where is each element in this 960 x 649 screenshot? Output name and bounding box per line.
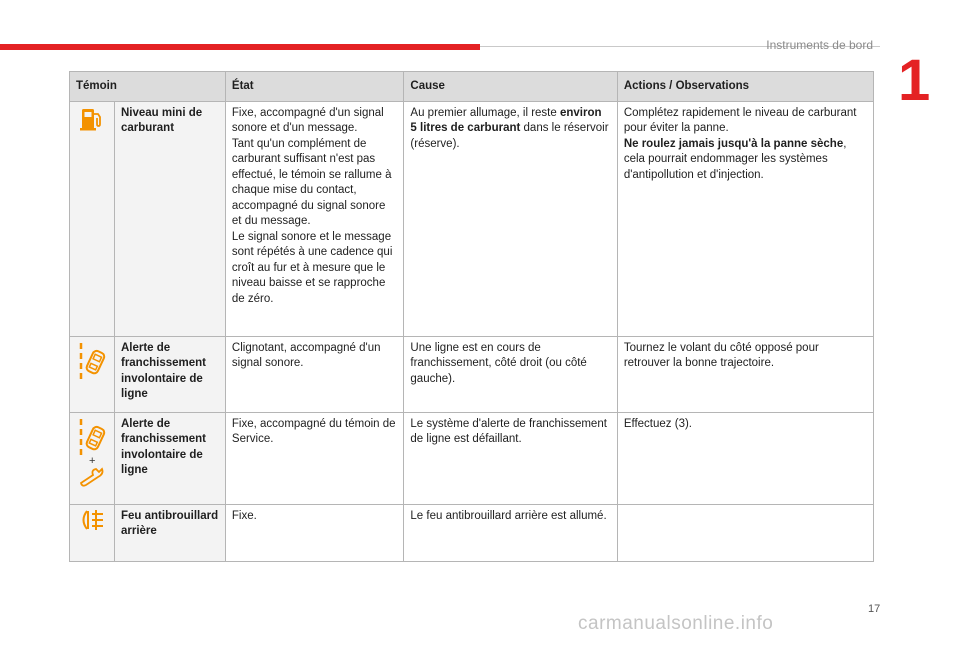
row-etat: Fixe, accompagné du témoin de Service.: [225, 412, 404, 504]
row-cause: Une ligne est en cours de franchissement, côté droit (ou côté gauche).: [404, 336, 617, 412]
lane-departure-icon: [76, 341, 108, 381]
table-row: [70, 336, 874, 412]
table-row: [70, 504, 874, 561]
row-name: Alerte de franchissement involontaire de ligne: [114, 336, 225, 412]
row-cause-emphasis: environ 5 litres de carburant: [410, 106, 602, 134]
row-name: Alerte de franchissement involontaire de ligne: [114, 412, 225, 504]
svg-text:+: +: [88, 454, 96, 467]
warning-lights-table: [69, 71, 874, 562]
row-action-emphasis: Ne roulez jamais jusqu'à la panne sèche: [623, 137, 844, 150]
row-cause: Le système d'alerte de franchissement de ligne est défaillant.: [404, 412, 617, 504]
row-cause-text-end: dans le réservoir (réserve).: [410, 122, 609, 150]
column-header-cause: Cause: [404, 72, 617, 102]
fuel-pump-icon: [76, 106, 108, 132]
row-action-text-end: , cela pourrait endommager les systèmes d'antipollution et d'injection.: [623, 137, 847, 181]
row-cause: [404, 101, 617, 336]
row-name: Niveau mini de carburant: [114, 101, 225, 336]
row-cause-text: Au premier allumage, il reste: [410, 106, 560, 119]
column-header-temoin: Témoin: [70, 72, 226, 102]
column-header-etat: État: [225, 72, 404, 102]
row-etat: [225, 101, 404, 336]
row-etat-text: Fixe, accompagné d'un signal sonore et d'un message. Tant qu'un complément de carburant suffisant n'est pas effectué, le témoin se rallume à chaque mise du contact, accompagné du signal sonore et du message. Le signal sonore et le message sont répétés à une cadence qui croît au fur et à mesure que le niveau baisse et se rapproche de zéro.: [231, 106, 393, 305]
row-action: [617, 504, 873, 561]
row-action: Tournez le volant du côté opposé pour retrouver la bonne trajectoire.: [617, 336, 873, 412]
row-etat: Clignotant, accompagné d'un signal sonore.: [225, 336, 404, 412]
table-header-row: [70, 72, 874, 102]
row-action: [617, 101, 873, 336]
row-action-text: Complétez rapidement le niveau de carburant pour éviter la panne.: [623, 106, 857, 134]
row-etat: Fixe.: [225, 504, 404, 561]
table-row: [70, 412, 874, 504]
table-row: [70, 101, 874, 336]
row-action: Effectuez (3).: [617, 412, 873, 504]
column-header-actions: Actions / Observations: [617, 72, 873, 102]
lane-departure-service-icon: [76, 417, 108, 489]
rear-fog-light-icon: [76, 509, 108, 531]
chapter-number: 1: [898, 48, 931, 113]
page-number: 17: [868, 603, 881, 615]
row-cause: Le feu antibrouillard arrière est allumé.: [404, 504, 617, 561]
section-title: Instruments de bord: [766, 38, 873, 52]
row-name: Feu antibrouillard arrière: [114, 504, 225, 561]
watermark: carmanualsonline.info: [578, 613, 774, 634]
chapter-accent-bar: [0, 44, 480, 50]
